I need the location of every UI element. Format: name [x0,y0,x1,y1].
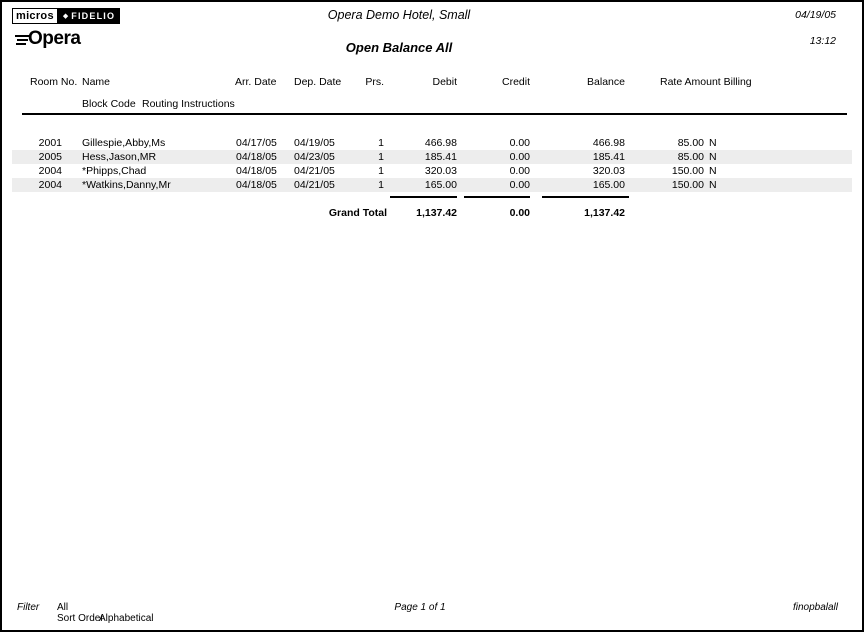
filter-value: All [57,602,69,613]
credit-cell: 0.00 [509,165,530,177]
table-row [12,164,852,178]
billing-flag-cell: N [709,137,717,149]
rate-amount-cell: 85.00 [677,151,704,163]
balance-cell: 466.98 [592,137,625,149]
rate-amount-cell: 150.00 [671,165,704,177]
col-header-credit: Credit [501,76,530,88]
arr-date-cell: 04/18/05 [236,179,277,191]
page-indicator: Page 1 of 1 [394,602,446,613]
micros-fidelio-logo [12,8,120,24]
prs-cell: 1 [378,165,384,177]
sort-order-value: Alphabetical [99,613,154,624]
prs-cell: 1 [378,151,384,163]
room-no-cell: 2005 [38,151,62,163]
debit-cell: 165.00 [424,179,457,191]
filter-label: Filter [17,602,40,613]
dep-date-cell: 04/19/05 [294,137,335,149]
col-header-arr-date: Arr. Date [235,76,277,88]
col-header-name: Name [82,76,111,88]
col-header-rate-amount-billing: Rate Amount Billing [660,76,752,88]
rate-amount-cell: 85.00 [677,137,704,149]
total-rule-balance [542,196,629,198]
table-row [12,178,852,192]
rate-amount-cell: 150.00 [671,179,704,191]
dep-date-cell: 04/21/05 [294,179,335,191]
fidelio-logo-text: FIDELIO [71,11,116,21]
hotel-name: Opera Demo Hotel, Small [327,8,471,22]
header-rule [22,113,847,115]
diamond-icon: ◆ [62,12,69,20]
debit-cell: 466.98 [424,137,457,149]
room-no-cell: 2001 [38,137,62,149]
guest-name-cell: *Watkins,Danny,Mr [82,179,171,191]
col-header-routing-instructions: Routing Instructions [142,98,235,110]
col-header-debit: Debit [432,76,457,88]
guest-name-cell: Gillespie,Abby,Ms [82,137,166,149]
grand-total-credit: 0.00 [509,207,530,219]
total-rule-credit [464,196,530,198]
report-code: finopbalall [792,602,838,613]
credit-cell: 0.00 [509,179,530,191]
table-row [12,150,852,164]
debit-cell: 320.03 [424,165,457,177]
report-time: 13:12 [809,35,836,47]
total-rule-debit [390,196,457,198]
dep-date-cell: 04/21/05 [294,165,335,177]
grand-total-balance: 1,137.42 [584,207,625,219]
col-header-prs: Prs. [365,76,384,88]
sort-order-label: Sort Order [57,613,104,624]
balance-cell: 320.03 [592,165,625,177]
grand-total-label: Grand Total [328,207,387,219]
billing-flag-cell: N [709,151,717,163]
billing-flag-cell: N [709,165,717,177]
room-no-cell: 2004 [38,165,62,177]
grand-total-debit: 1,137.42 [416,207,457,219]
arr-date-cell: 04/18/05 [236,165,277,177]
balance-cell: 165.00 [592,179,625,191]
arr-date-cell: 04/18/05 [236,151,277,163]
report-date: 04/19/05 [795,9,836,21]
billing-flag-cell: N [709,179,717,191]
prs-cell: 1 [378,179,384,191]
credit-cell: 0.00 [509,137,530,149]
prs-cell: 1 [378,137,384,149]
fidelio-logo-box [58,8,120,24]
table-row [12,136,852,150]
opera-logo [14,27,80,51]
col-header-balance: Balance [587,76,625,88]
guest-name-cell: Hess,Jason,MR [82,151,157,163]
arr-date-cell: 04/17/05 [236,137,277,149]
col-header-dep-date: Dep. Date [294,76,342,88]
report-title: Open Balance All [345,40,453,55]
micros-logo-text: micros [12,8,58,24]
balance-cell: 185.41 [592,151,625,163]
col-header-block-code: Block Code [82,98,136,110]
credit-cell: 0.00 [509,151,530,163]
opera-logo-text: Opera [28,28,81,49]
dep-date-cell: 04/23/05 [294,151,335,163]
room-no-cell: 2004 [38,179,62,191]
guest-name-cell: *Phipps,Chad [82,165,147,177]
debit-cell: 185.41 [424,151,457,163]
col-header-room-no: Room No. [30,76,78,88]
